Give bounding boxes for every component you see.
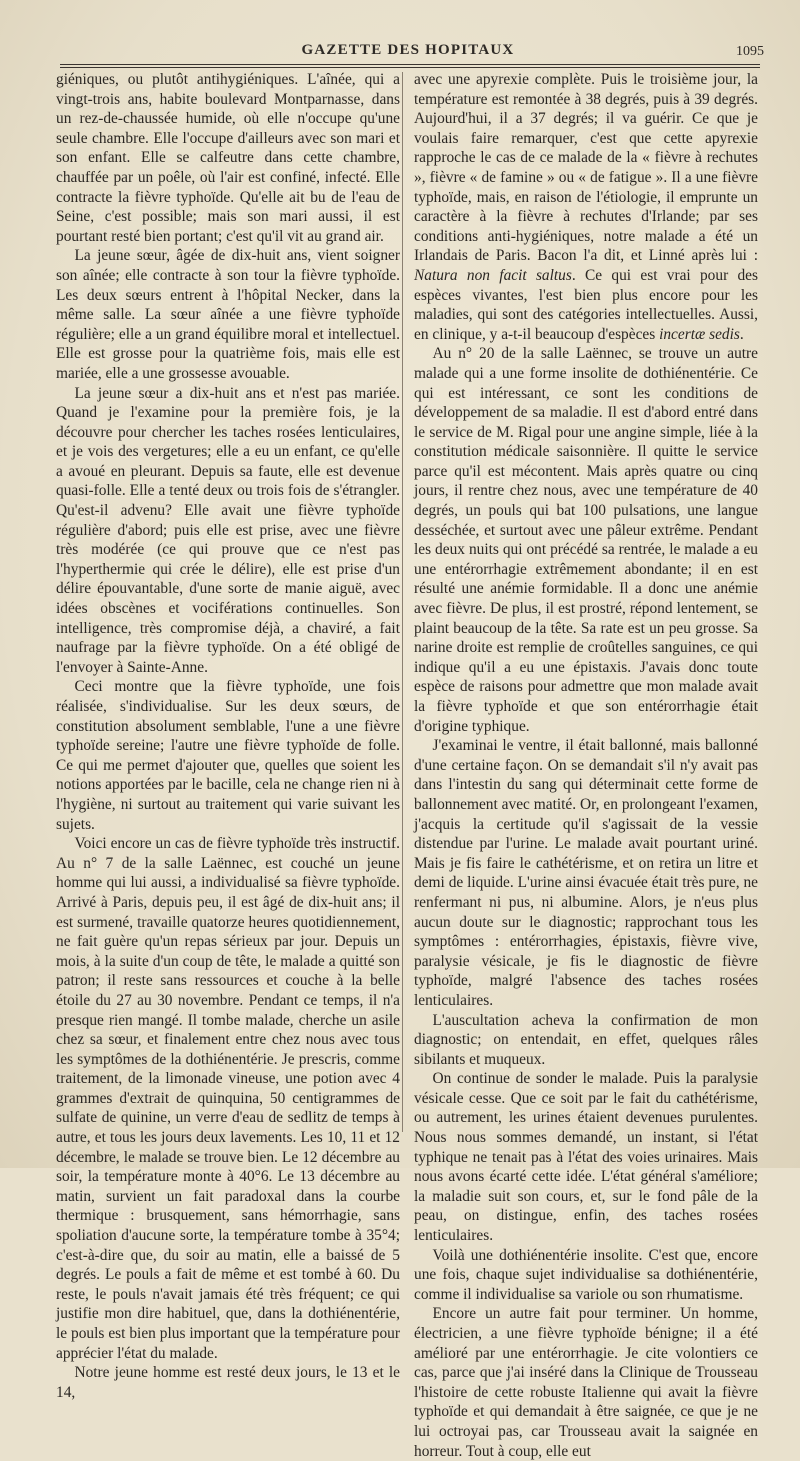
paragraph: Encore un autre fait pour terminer. Un homme, électricien, a une fièvre typhoïde bénigne; il a été amélioré par une entérorrhagie. Je cite volontiers ce cas, parce que j'ai inséré dans la Clinique de Trousseau l'histoire de cette robuste Italienne qui avait la fièvre typhoïde et qui demandait à être saignée, ce que je ne lui octroyai pas, car Trousseau avait la saignée en horreur. Tout à coup, elle eut (414, 1305, 758, 1460)
left-column (56, 70, 400, 1402)
text-run: avec une apyrexie complète. Puis le troisième jour, la température est remontée à 38 degrés, puis à 39 degrés. Aujourd'hui, il a 37 degrés; il va guérir. Ce que je voulais faire remarquer, c'est que cette apyrexie rapproche le cas de ce malade de la « fièvre à rechutes », fièvre « de famine » ou « de fatigue ». Il a une fièvre typhoïde, mais, en raison de l'étiologie, il emprunte un caractère à la fièvre à rechutes d'Irlande; par ses conditions anti-hygiéniques, notre malade a été un Irlandais de Paris. Bacon l'a dit, et Linné après lui : (414, 71, 758, 265)
page-number: 1095 (736, 44, 764, 59)
paragraph: Voilà une dothiénentérie insolite. C'est que, encore une fois, chaque sujet individualise sa dothiénentérie, comme il individualise sa variole ou son rhumatisme. (414, 1246, 758, 1303)
column-divider (402, 72, 403, 1132)
paragraph: La jeune sœur, âgée de dix-huit ans, vient soigner son aînée; elle contracte à son tour la fièvre typhoïde. Les deux sœurs entrent à l'hôpital Necker, dans la même salle. La sœur aînée a une fièvre typhoïde régulière; elle a un grand équilibre moral et intellectuel. Elle est grosse pour la quatrième fois, mais elle est mariée, elle a une grossesse avouable. (56, 247, 400, 382)
paragraph: Voici encore un cas de fièvre typhoïde très instructif. Au n° 7 de la salle Laënnec, est couché un jeune homme qui lui aussi, a individualisé sa fièvre typhoïde. Arrivé à Paris, depuis peu, il est âgé de dix-huit ans; il est surmené, travaille quatorze heures quotidiennement, ne fait guère qu'un repas sérieux par jour. Depuis un mois, à la suite d'un coup de tête, le malade a quitté son patron; il reste sans ressources et couche à la belle étoile du 27 au 30 novembre. Pendant ce temps, il n'a presque rien mangé. Il tombe malade, cherche un asile chez sa sœur, et finalement entre chez nous avec tous les symptômes de la dothiénentérie. Je prescris, comme traitement, de la limonade vineuse, une potion avec 4 grammes d'extrait de quinquina, 50 centigrammes de sulfate de quinine, un verre d'eau de sedlitz de temps à autre, et tous les jours deux lavements. Les 10, 11 et 12 décembre, le malade se trouve bien. Le 12 décembre au soir, la température monte à 40°6. Le 13 décembre au matin, survient un fait paradoxal dans la courbe thermique : brusquement, sans hémorrhagie, sans spoliation d'aucune sorte, la température tombe à 35°4; c'est-à-dire que, du soir au matin, elle a baissé de 5 degrés. Le pouls a fait de même et est tombé à 60. Du reste, le pouls n'avait jamais été très fréquent; ce qui justifie mon dire habituel, que, dans la dothiénentérie, le pouls est bien plus important que la température pour apprécier l'état du malade. (56, 835, 400, 1362)
text-run: . Ce qui est vrai pour des espèces vivantes, l'est bien plus encore pour les maladies, qui sont des catégories intellectuelles. Aussi, en clinique, y a-t-il beaucoup d'espèces (414, 266, 759, 343)
paragraph: Notre jeune homme est resté deux jours, le 13 et le 14, (56, 1364, 400, 1401)
paragraph: La jeune sœur a dix-huit ans et n'est pas mariée. Quand je l'examine pour la première fois, je la découvre pour chercher les taches rosées lenticulaires, et je vois des vergetures; elle a eu un enfant, ce qu'elle a avoué en pleurant. Depuis sa faute, elle est devenue quasi-folle. Elle a tenté deux ou trois fois de s'étrangler. Qu'est-il advenu? Elle avait une fièvre typhoïde régulière d'abord; puis elle est prise, avec une fièvre très modérée (ce qui prouve que ce n'est pas l'hyperthermie qui crée le délire), elle est prise d'un délire épouvantable, d'une sorte de manie aiguë, avec idées obscènes et vociférations continuelles. Son intelligence, très compromise déjà, a chaviré, a fait naufrage par la fièvre typhoïde. On a été obligé de l'envoyer à Sainte-Anne. (56, 384, 400, 676)
publication-title: GAZETTE DES HOPITAUX (301, 42, 515, 58)
page-header (52, 38, 764, 62)
right-column (414, 70, 758, 1461)
header-rule-thin (60, 67, 760, 68)
latin-term: incertæ sedis (659, 325, 740, 343)
paragraph: On continue de sonder le malade. Puis la paralysie vésicale cesse. Que ce soit par le fait du cathétérisme, ou autrement, les urines étaient devenues purulentes. Nous nous sommes demandé, un instant, si l'état typhique ne tenait pas à l'état des voies urinaires. Mais nous avons écarté cette idée. L'état général s'améliore; la maladie suit son cours, et, sur le fond pâle de la peau, on distingue, enfin, des taches rosées lenticulaires. (414, 1070, 758, 1245)
paragraph: Au n° 20 de la salle Laënnec, se trouve un autre malade qui a une forme insolite de dothiénentérie. Ce qui est intéressant, ce sont les conditions de développement de sa maladie. Il est d'abord entré dans le service de M. Rigal pour une angine simple, liée à la constitution médicale saisonnière. Il quitte le service parce qu'il est mécontent. Mais après quatre ou cinq jours, il rentre chez nous, avec une température de 40 degrés, un pouls qui bat 100 pulsations, une langue desséchée, et surtout avec une pâleur extrême. Pendant les deux nuits qui ont précédé sa rentrée, le malade a eu une entérorrhagie extrêmement abondante; il en est résulté une anémie formidable. Il a donc une anémie avec fièvre. De plus, il est prostré, répond lentement, se plaint beaucoup de la tête. Sa rate est un peu grosse. Sa narine droite est remplie de croûtelles sanguines, ce qui indique qu'il a eu une épistaxis. J'avais donc toute espèce de raisons pour admettre que mon malade avait la fièvre typhoïde et que son entérorrhagie était d'origine typhique. (414, 345, 758, 735)
latin-quote: Natura non facit saltus (414, 266, 572, 284)
paragraph: J'examinai le ventre, il était ballonné, mais ballonné d'une certaine façon. On se demandait s'il n'y avait pas dans l'intestin du sang qui déterminait cette forme de ballonnement avec matité. Or, en prolongeant l'examen, j'acquis la certitude qu'il s'agissait de la vessie distendue par l'urine. Le malade avait pourtant uriné. Mais je fis faire le cathétérisme, et on retira un litre et demi de liquide. L'urine ainsi évacuée était très pure, ne renfermant ni pus, ni albumine. Alors, je n'eus plus aucun doute sur le diagnostic; rapprochant tous les symptômes : entérorrhagies, épistaxis, fièvre vive, paralysie vésicale, je fis le diagnostic de fièvre typhoïde, malgré l'absence des taches rosées lenticulaires. (414, 737, 758, 1009)
header-rule (60, 64, 760, 65)
text-run: . (739, 325, 744, 343)
paragraph: Ceci montre que la fièvre typhoïde, une fois réalisée, s'individualise. Sur les deux sœurs, de constitution absolument semblable, l'une a une fièvre typhoïde sereine; l'autre une fièvre typhoïde de folle. Ce qui me permet d'ajouter que, quelles que soient les notions apportées par le bacille, cela ne change rien ni à l'hygiène, ni surtout au traitement qui varie suivant les sujets. (56, 678, 400, 833)
paragraph (414, 70, 758, 344)
paragraph: giéniques, ou plutôt antihygiéniques. L'aînée, qui a vingt-trois ans, habite boulevard Montparnasse, dans un rez-de-chaussée humide, où elle n'occupe qu'une seule chambre. Elle l'occupe d'ailleurs avec son mari et son enfant. Elle se calfeutre dans cette chambre, chauffée par un poêle, où l'air est confiné, infecté. Elle contracte la fièvre typhoïde. Qu'elle ait bu de l'eau de Seine, c'est possible; mais son mari aussi, il est pourtant resté bien portant; c'est qu'il vit au grand air. (56, 71, 400, 245)
paragraph: L'auscultation acheva la confirmation de mon diagnostic; on entendait, en effet, quelques râles sibilants et muqueux. (414, 1011, 758, 1068)
